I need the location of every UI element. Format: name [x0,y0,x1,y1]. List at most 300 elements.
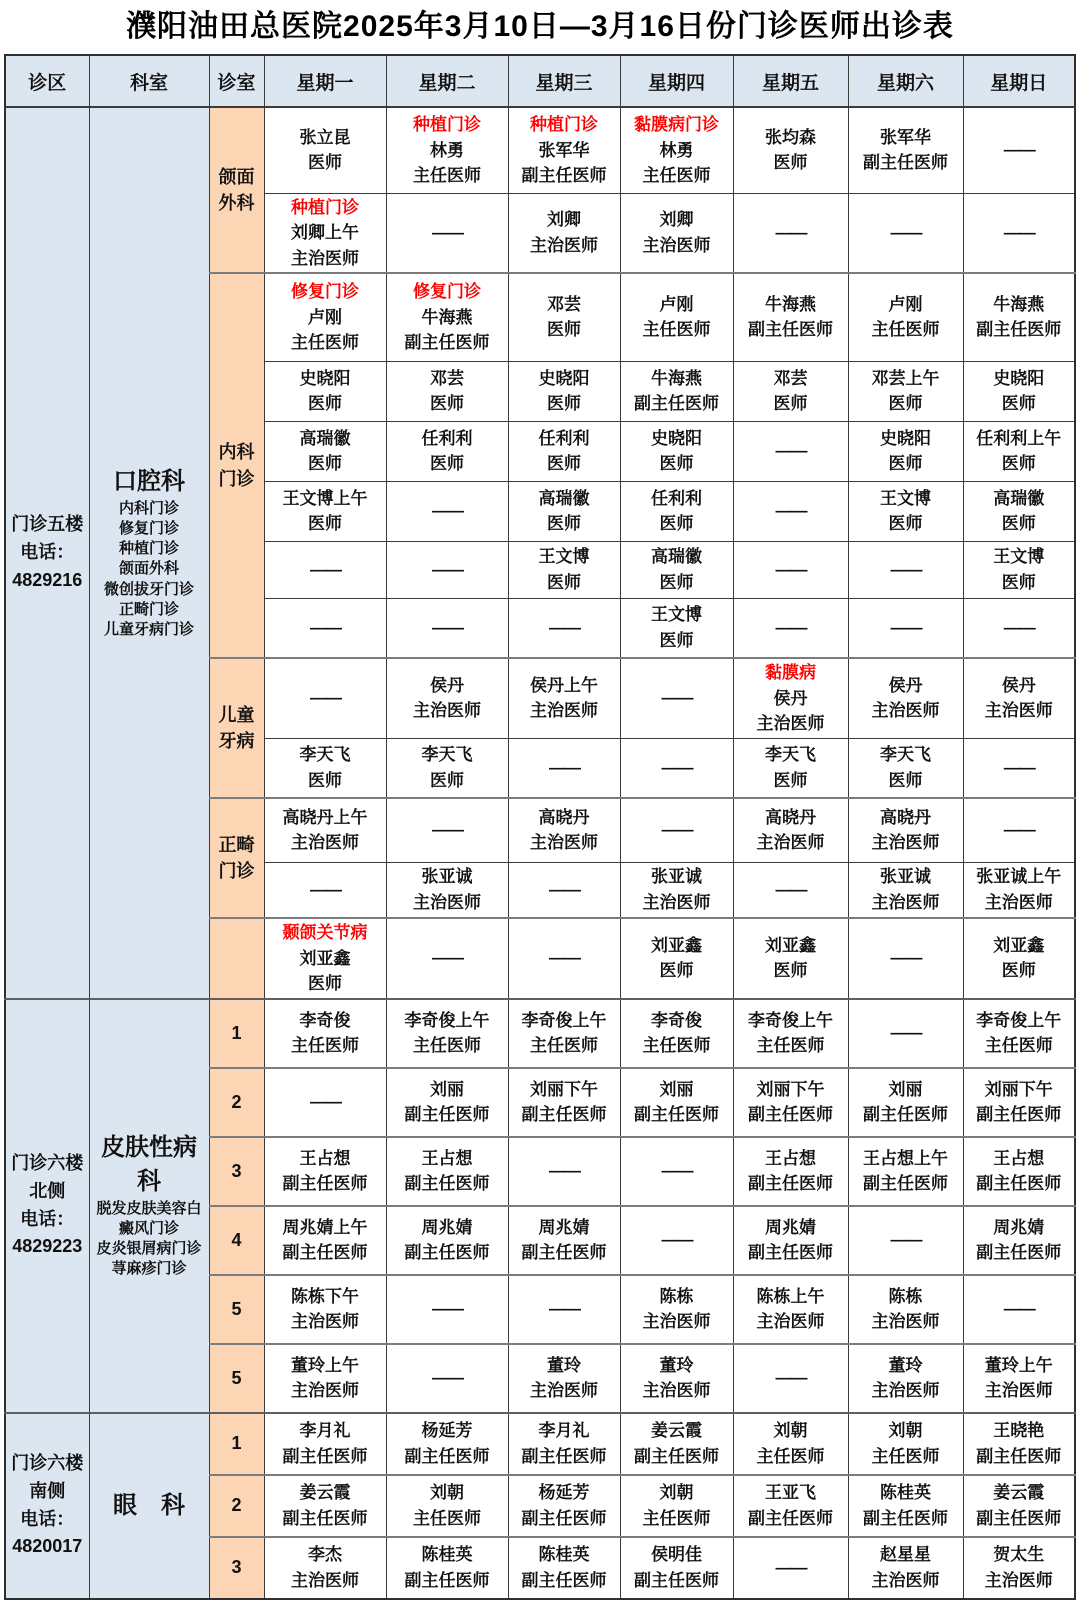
doctor-title: 主治医师 [291,1381,359,1400]
doctor-title: 主治医师 [871,833,940,853]
doctor-name: 刘朝 [430,1483,464,1502]
special-clinic-tag: 种植门诊 [413,115,481,134]
doctor-title: 医师 [308,974,342,993]
schedule-cell [848,999,963,1068]
schedule-cell [848,1206,963,1275]
schedule-cell [733,798,848,862]
doctor-name: 高瑞徽 [651,547,702,566]
schedule-cell [733,862,848,918]
doctor-title: 主治医师 [871,1570,940,1590]
schedule-cell [963,999,1075,1068]
clinic-area-line: 南侧 [29,1480,66,1501]
schedule-cell [386,1206,508,1275]
schedule-cell [264,361,386,421]
column-header-3: 星期一 [264,55,386,107]
doctor-title: 主治医师 [871,892,940,912]
doctor-name: 王文博 [538,547,590,566]
no-clinic-dash: —— [890,948,921,968]
doctor-name: 刘丽下午 [984,1079,1053,1099]
doctor-title: 医师 [547,320,581,340]
doctor-name: 陈桂英 [880,1483,931,1502]
no-clinic-dash: —— [890,1230,921,1249]
schedule-cell [620,273,733,361]
room-label-line: 儿童 [218,704,255,725]
schedule-table [4,54,1076,1600]
doctor-title: 副主任医师 [404,1446,490,1466]
doctor-title: 副主任医师 [748,1174,833,1193]
doctor-title: 副主任医师 [404,333,490,352]
doctor-name: 任利利 [651,488,702,508]
clinic-area-line: 电话： [20,1508,75,1529]
no-clinic-dash: —— [1003,617,1034,637]
doctor-title: 副主任医师 [521,1570,607,1590]
doctor-title: 副主任医师 [976,1446,1062,1466]
schedule-cell [508,1344,620,1413]
no-clinic-dash: —— [661,757,692,777]
doctor-title: 主治医师 [291,1570,359,1590]
doctor-name: 李天飞 [421,745,473,765]
doctor-name: 卢刚 [308,307,342,327]
room-label-line: 内科 [218,442,255,463]
schedule-cell [733,421,848,481]
doctor-title: 副主任医师 [863,1174,948,1193]
schedule-cell [386,273,508,361]
room-cell [209,1475,264,1537]
schedule-cell [386,798,508,862]
doctor-title: 医师 [1001,514,1036,533]
schedule-cell [264,1206,386,1275]
doctor-title: 主治医师 [756,714,825,733]
schedule-cell [620,193,733,273]
doctor-title: 主任医师 [642,320,711,340]
doctor-name: 刘丽 [659,1079,694,1099]
doctor-title: 副主任医师 [282,1174,368,1193]
schedule-cell [733,273,848,361]
schedule-cell [620,421,733,481]
department-name: 皮肤性病科 [101,1134,197,1195]
doctor-title: 副主任医师 [976,1508,1062,1528]
doctor-title: 医师 [888,514,923,533]
schedule-cell [264,273,386,361]
schedule-cell [620,1068,733,1137]
column-header-0: 诊区 [5,55,89,107]
no-clinic-dash: —— [775,559,806,579]
doctor-name: 卢刚 [888,294,923,314]
schedule-cell [733,361,848,421]
schedule-cell [963,421,1075,481]
doctor-title: 主治医师 [984,1570,1053,1590]
doctor-name: 任利利上午 [976,428,1062,448]
doctor-title: 主治医师 [871,1381,940,1400]
doctor-name: 邓芸上午 [871,368,940,388]
schedule-cell [264,798,386,862]
department-subclinic: 微创拔牙门诊 [103,580,194,598]
doctor-name: 刘卿 [547,210,581,230]
doctor-name: 李奇俊上午 [748,1010,833,1030]
doctor-title: 医师 [308,770,342,790]
doctor-title: 副主任医师 [282,1508,368,1528]
room-label-line: 3 [231,1160,242,1181]
doctor-title: 主治医师 [756,1312,825,1331]
doctor-title: 主治医师 [291,1312,359,1331]
no-clinic-dash: —— [310,559,340,579]
room-label-line: 外科 [218,193,255,213]
doctor-title: 医师 [547,394,581,413]
schedule-cell [963,598,1075,658]
special-clinic-tag: 修复门诊 [291,282,359,301]
doctor-name: 刘丽下午 [530,1079,598,1099]
schedule-cell [620,1137,733,1206]
doctor-title: 主任医师 [413,1508,481,1528]
doctor-name: 邓芸 [773,368,808,388]
schedule-cell [264,598,386,658]
doctor-name: 高晓丹 [538,807,590,827]
doctor-name: 任利利 [421,428,473,448]
schedule-cell [733,738,848,798]
doctor-title: 主任医师 [871,320,940,340]
schedule-cell [848,918,963,999]
doctor-name: 牛海燕 [421,307,473,327]
doctor-name: 邓芸 [430,368,464,388]
doctor-name: 张亚诚 [651,867,702,887]
doctor-title: 副主任医师 [634,1105,719,1124]
schedule-cell [963,541,1075,598]
doctor-title: 主治医师 [530,1381,598,1400]
schedule-cell [386,193,508,273]
schedule-cell [264,999,386,1068]
schedule-cell [620,1344,733,1413]
schedule-cell [508,541,620,598]
no-clinic-dash: —— [432,559,462,579]
column-header-2: 诊室 [209,55,264,107]
doctor-title: 医师 [773,770,808,790]
schedule-cell [508,999,620,1068]
doctor-title: 医师 [547,454,581,473]
doctor-title: 副主任医师 [404,1174,490,1193]
room-label-line: 1 [231,1433,242,1454]
doctor-name: 王文博 [993,547,1045,566]
schedule-cell [620,918,733,999]
doctor-title: 主治医师 [413,892,481,912]
doctor-name: 王占想 [421,1148,473,1168]
schedule-cell [264,1137,386,1206]
doctor-title: 副主任医师 [748,320,833,340]
schedule-cell [733,107,848,193]
schedule-cell [386,598,508,658]
schedule-cell [620,1475,733,1537]
doctor-name: 李月礼 [299,1421,351,1440]
no-clinic-dash: —— [310,1092,340,1111]
no-clinic-dash: —— [1003,1299,1034,1318]
schedule-cell [386,1137,508,1206]
schedule-cell [848,1413,963,1475]
doctor-title: 医师 [430,394,464,413]
room-label-line: 5 [231,1367,242,1388]
doctor-name: 任利利 [538,428,590,448]
schedule-cell [386,541,508,598]
schedule-cell [508,273,620,361]
doctor-name: 李奇俊上午 [404,1010,490,1030]
no-clinic-dash: —— [549,617,579,637]
schedule-cell [848,1537,963,1599]
doctor-name: 周兆婧上午 [282,1217,368,1237]
doctor-name: 侯丹 [430,675,464,695]
column-header-6: 星期四 [620,55,733,107]
schedule-row [5,107,1075,193]
schedule-cell [963,1275,1075,1344]
doctor-title: 主治医师 [642,892,711,912]
doctor-name: 陈栋上午 [756,1286,825,1306]
no-clinic-dash: —— [661,688,692,708]
schedule-cell [620,1537,733,1599]
no-clinic-dash: —— [549,757,579,777]
doctor-title: 医师 [773,961,808,981]
doctor-name: 周兆婧 [993,1217,1045,1237]
schedule-cell [963,1537,1075,1599]
page-title: 濮阳油田总医院2025年3月10日—3月16日份门诊医师出诊表 [126,10,954,43]
schedule-cell [848,421,963,481]
schedule-cell [386,1475,508,1537]
schedule-cell [733,1137,848,1206]
doctor-name: 王文博 [651,605,702,625]
schedule-cell [848,1344,963,1413]
doctor-name: 王占想 [765,1148,816,1168]
no-clinic-dash: —— [890,559,921,579]
schedule-cell [963,738,1075,798]
doctor-title: 副主任医师 [404,1243,490,1262]
doctor-name: 侯丹 [1001,675,1036,695]
schedule-cell [963,798,1075,862]
schedule-cell [733,999,848,1068]
schedule-cell [264,1275,386,1344]
doctor-name: 高晓丹 [880,807,931,827]
room-cell [209,1068,264,1137]
doctor-title: 主治医师 [291,833,359,853]
doctor-title: 副主任医师 [976,320,1062,340]
doctor-title: 医师 [773,153,808,173]
no-clinic-dash: —— [661,820,692,840]
no-clinic-dash: —— [1003,222,1034,242]
doctor-title: 医师 [888,770,923,790]
doctor-title: 主治医师 [984,701,1053,721]
doctor-title: 副主任医师 [748,1105,833,1124]
schedule-cell [386,107,508,193]
doctor-title: 医师 [1001,572,1036,592]
doctor-name: 高瑞徽 [993,488,1045,508]
no-clinic-dash: —— [775,617,806,637]
schedule-cell [848,1068,963,1137]
doctor-title: 副主任医师 [634,394,719,413]
room-label-line: 颌面 [218,166,255,187]
doctor-title: 主任医师 [871,1446,940,1466]
schedule-cell [963,1475,1075,1537]
doctor-title: 副主任医师 [282,1446,368,1466]
doctor-name: 陈桂英 [421,1545,473,1564]
doctor-title: 副主任医师 [404,1105,490,1124]
no-clinic-dash: —— [432,617,462,637]
doctor-title: 主任医师 [413,1036,481,1055]
department-subclinic: 儿童牙病门诊 [103,621,194,639]
schedule-cell [620,738,733,798]
doctor-title: 医师 [659,454,694,473]
department-subclinic: 颌面外科 [118,560,179,578]
doctor-name: 李奇俊 [299,1010,351,1030]
schedule-cell [508,1475,620,1537]
clinic-area-line: 门诊六楼 [11,1452,84,1473]
no-clinic-dash: —— [890,1023,921,1042]
schedule-cell [733,1275,848,1344]
schedule-cell [508,918,620,999]
doctor-name: 姜云霞 [651,1421,702,1440]
doctor-name: 王占想上午 [863,1148,948,1168]
schedule-cell [264,481,386,541]
doctor-title: 副主任医师 [521,1508,607,1528]
department-cell [89,999,209,1413]
no-clinic-dash: —— [549,1161,579,1180]
schedule-cell [508,481,620,541]
schedule-cell [386,918,508,999]
doctor-title: 医师 [659,514,694,533]
doctor-name: 陈栋 [888,1286,923,1306]
doctor-name: 张亚诚 [421,867,473,887]
clinic-area-line: 门诊五楼 [11,513,84,534]
schedule-cell [733,481,848,541]
doctor-title: 医师 [308,394,342,413]
doctor-title: 医师 [1001,394,1036,413]
doctor-title: 主治医师 [642,1381,711,1400]
doctor-name: 刘丽 [430,1079,464,1099]
schedule-cell [620,481,733,541]
doctor-name: 史晓阳 [651,428,702,448]
doctor-name: 王文博上午 [282,488,368,508]
doctor-name: 牛海燕 [651,368,702,388]
schedule-cell [386,1413,508,1475]
schedule-cell [508,658,620,738]
room-cell [209,999,264,1068]
department-subclinic: 荨麻疹门诊 [111,1260,187,1278]
schedule-cell [264,658,386,738]
doctor-title: 医师 [1001,454,1036,473]
schedule-cell [620,541,733,598]
schedule-cell [508,1068,620,1137]
doctor-title: 医师 [308,454,342,473]
doctor-name: 高晓丹 [765,807,816,827]
schedule-cell [264,738,386,798]
department-subclinic: 种植门诊 [118,540,179,558]
doctor-name: 刘朝 [659,1483,694,1502]
doctor-name: 刘卿 [659,210,694,230]
schedule-cell [848,1137,963,1206]
schedule-cell [963,481,1075,541]
doctor-title: 副主任医师 [521,1446,607,1466]
schedule-cell [733,918,848,999]
room-label-line: 1 [231,1022,242,1043]
schedule-cell [848,273,963,361]
schedule-cell [963,1137,1075,1206]
no-clinic-dash: —— [1003,820,1034,840]
doctor-name: 牛海燕 [765,294,816,314]
special-clinic-tag: 黏膜病门诊 [634,115,719,134]
department-name: 眼 科 [113,1491,185,1519]
column-header-5: 星期三 [508,55,620,107]
schedule-cell [508,361,620,421]
schedule-cell [264,1068,386,1137]
schedule-cell [620,361,733,421]
special-clinic-tag: 种植门诊 [291,197,359,217]
schedule-cell [508,107,620,193]
schedule-cell [386,361,508,421]
doctor-title: 副主任医师 [976,1105,1062,1124]
schedule-cell [848,798,963,862]
schedule-cell [386,658,508,738]
doctor-title: 主治医师 [984,892,1053,912]
schedule-cell [963,361,1075,421]
schedule-cell [264,107,386,193]
room-cell [209,1275,264,1344]
doctor-title: 副主任医师 [521,166,607,185]
no-clinic-dash: —— [1003,757,1034,777]
doctor-name: 侯丹 [888,675,923,695]
doctor-name: 刘亚鑫 [765,935,816,955]
doctor-title: 主治医师 [291,248,359,268]
doctor-title: 副主任医师 [634,1446,719,1466]
schedule-row [5,999,1075,1068]
schedule-cell [386,1068,508,1137]
schedule-cell [264,1475,386,1537]
room-label-line: 门诊 [218,861,255,881]
doctor-name: 周兆婧 [538,1217,590,1237]
doctor-title: 副主任医师 [976,1243,1062,1262]
doctor-name: 周兆婧 [421,1217,473,1237]
no-clinic-dash: —— [775,222,806,242]
doctor-title: 医师 [547,572,581,592]
doctor-title: 主任医师 [642,1036,711,1055]
doctor-title: 主任医师 [291,333,359,352]
schedule-cell [733,193,848,273]
schedule-cell [508,193,620,273]
clinic-area-cell [5,999,89,1413]
schedule-cell [733,541,848,598]
no-clinic-dash: —— [661,1161,692,1180]
schedule-cell [963,658,1075,738]
schedule-cell [733,1537,848,1599]
column-header-9: 星期日 [963,55,1075,107]
doctor-name: 董玲 [547,1355,581,1375]
schedule-cell [963,1206,1075,1275]
special-clinic-tag: 种植门诊 [530,115,598,134]
doctor-title: 副主任医师 [404,1570,490,1590]
doctor-name: 王晓艳 [993,1421,1045,1440]
room-label-line: 牙病 [218,731,255,751]
schedule-cell [733,1413,848,1475]
doctor-name: 王占想 [299,1148,351,1168]
doctor-name: 董玲 [659,1355,694,1375]
doctor-title: 主任医师 [291,1036,359,1055]
schedule-row [5,1413,1075,1475]
no-clinic-dash: —— [432,820,462,840]
schedule-cell [848,862,963,918]
schedule-cell [620,1275,733,1344]
schedule-cell [620,1206,733,1275]
doctor-name: 张立昆 [299,127,351,147]
table-header [5,55,1075,107]
doctor-name: 王亚飞 [765,1483,816,1502]
doctor-name: 高瑞徽 [538,488,590,508]
doctor-name: 周兆婧 [765,1217,816,1237]
schedule-cell [620,1413,733,1475]
schedule-cell [508,598,620,658]
no-clinic-dash: —— [775,1557,806,1577]
